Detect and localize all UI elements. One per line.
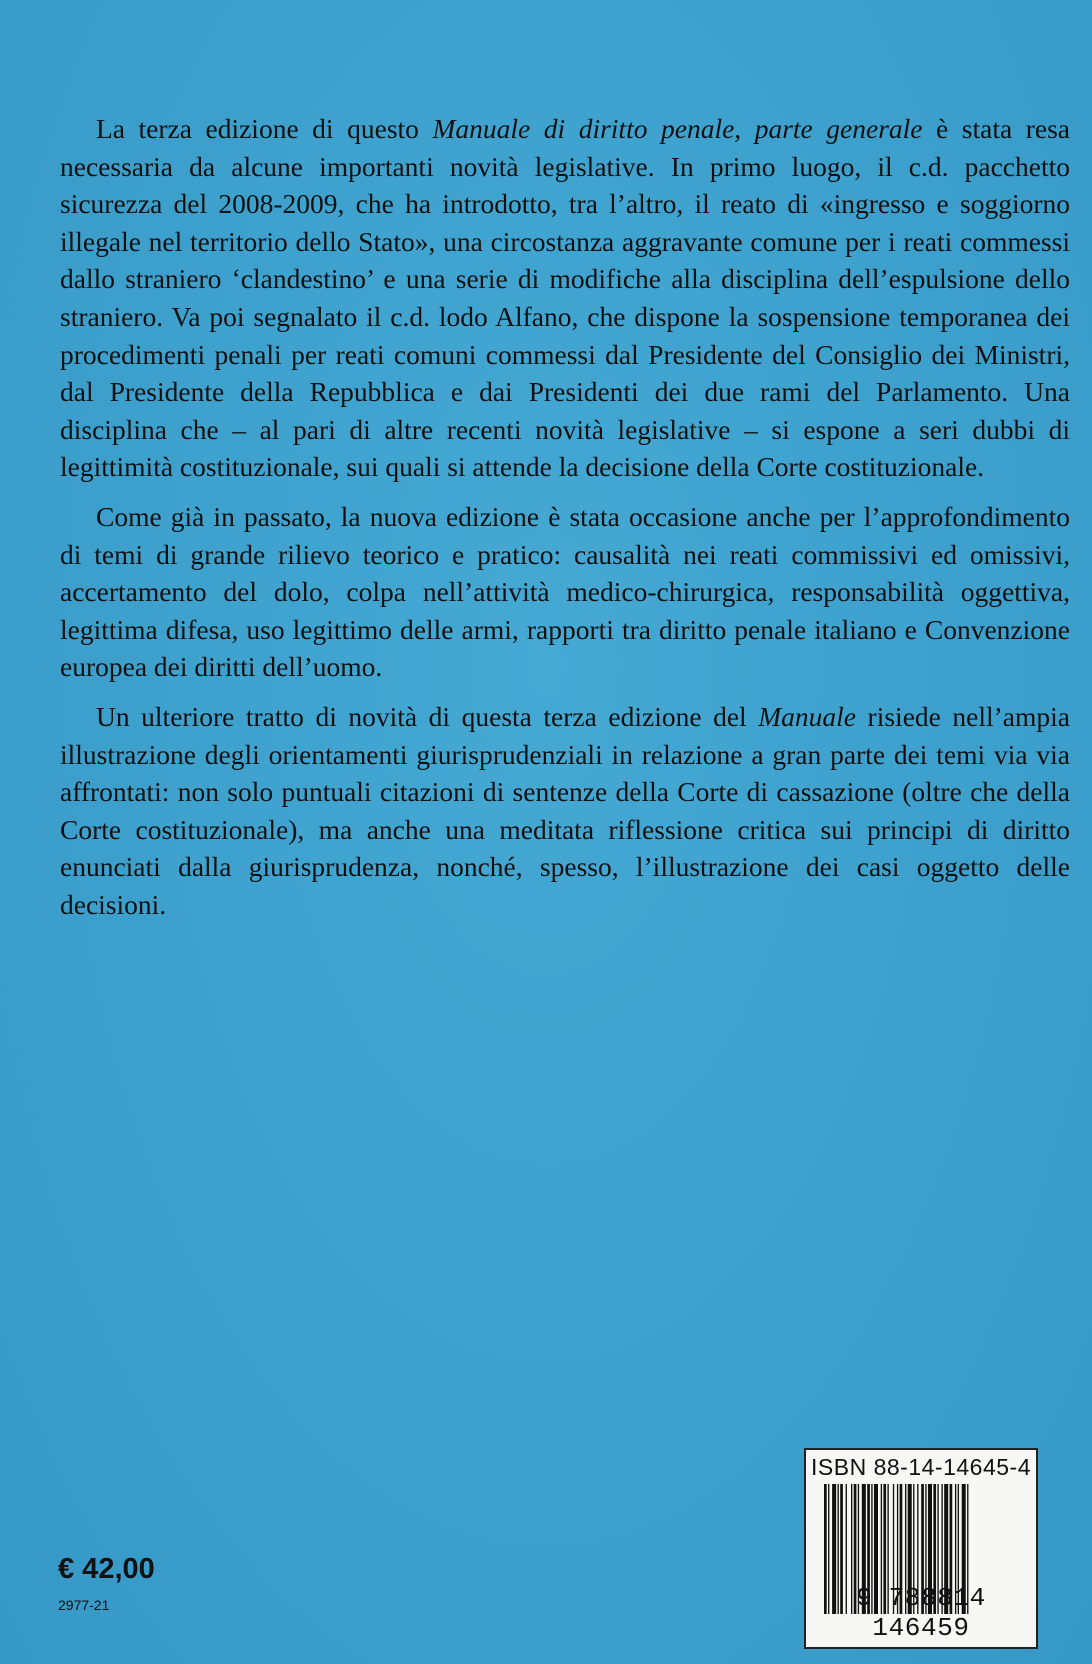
isbn-barcode-box	[804, 1448, 1038, 1649]
paragraph-2: Come già in passato, la nuova edizione è stata occasione anche per l’approfondimento di temi di grande rilievo teorico e pratico: causalità nei reati commissivi ed omissivi, accertamento del dolo, colpa nell’attività medico-chirurgica, responsabilità oggettiva, legittima difesa, uso legittimo delle armi, rapporti tra diritto penale italiano e Convenzione europea dei diritti dell’uomo.	[60, 500, 1070, 683]
back-cover-text	[60, 110, 1070, 935]
book-title-short: Manuale	[758, 700, 856, 732]
price: € 42,00	[58, 1553, 155, 1585]
paragraph-3: Un ulteriore tratto di novità di questa terza edizione del Manuale risiede nell’ampia illustrazione degli orientamenti giurisprudenziali in relazione a gran parte dei temi via via affrontati: non solo puntuali citazioni di sentenze della Corte di cassazione (oltre che della Corte costituzionale), ma anche una meditata riflessione critica sui principi di diritto enunciati dalla giurisprudenza, nonché, spesso, l’illustrazione dei casi oggetto delle decisioni.	[60, 700, 1070, 920]
isbn-label: ISBN 88-14-14645-4	[811, 1454, 1031, 1480]
book-title: Manuale di diritto penale, parte generale	[432, 113, 923, 144]
isbn-digits: 9 788814 146459	[856, 1583, 986, 1643]
paragraph-1: La terza edizione di questo Manuale di diritto penale, parte generale è stata resa necessaria da alcune importanti novità legislative. In primo luogo, il c.d. pacchetto sicurezza del 2008-2009, che ha introdotto, tra l’altro, il reato di «ingresso e soggiorno illegale nel territorio dello Stato», una circostanza aggravante comune per i reati commessi dallo straniero ‘clandestino’ e una serie di modifiche alla disciplina dell’espulsione dello straniero. Va poi segnalato il c.d. lodo Alfano, che dispone la sospensione temporanea dei procedimenti penali per reati comuni commessi dal Presidente del Consiglio dei Ministri, dal Presidente della Repubblica e dai Presidenti dei due rami del Parlamento. Una disciplina che – al pari di altre recenti novità legislative – si espone a seri dubbi di legittimità costituzionale, sui quali si attende la decisione della Corte costituzionale.	[60, 113, 1071, 483]
product-code: 2977-21	[58, 1597, 110, 1613]
